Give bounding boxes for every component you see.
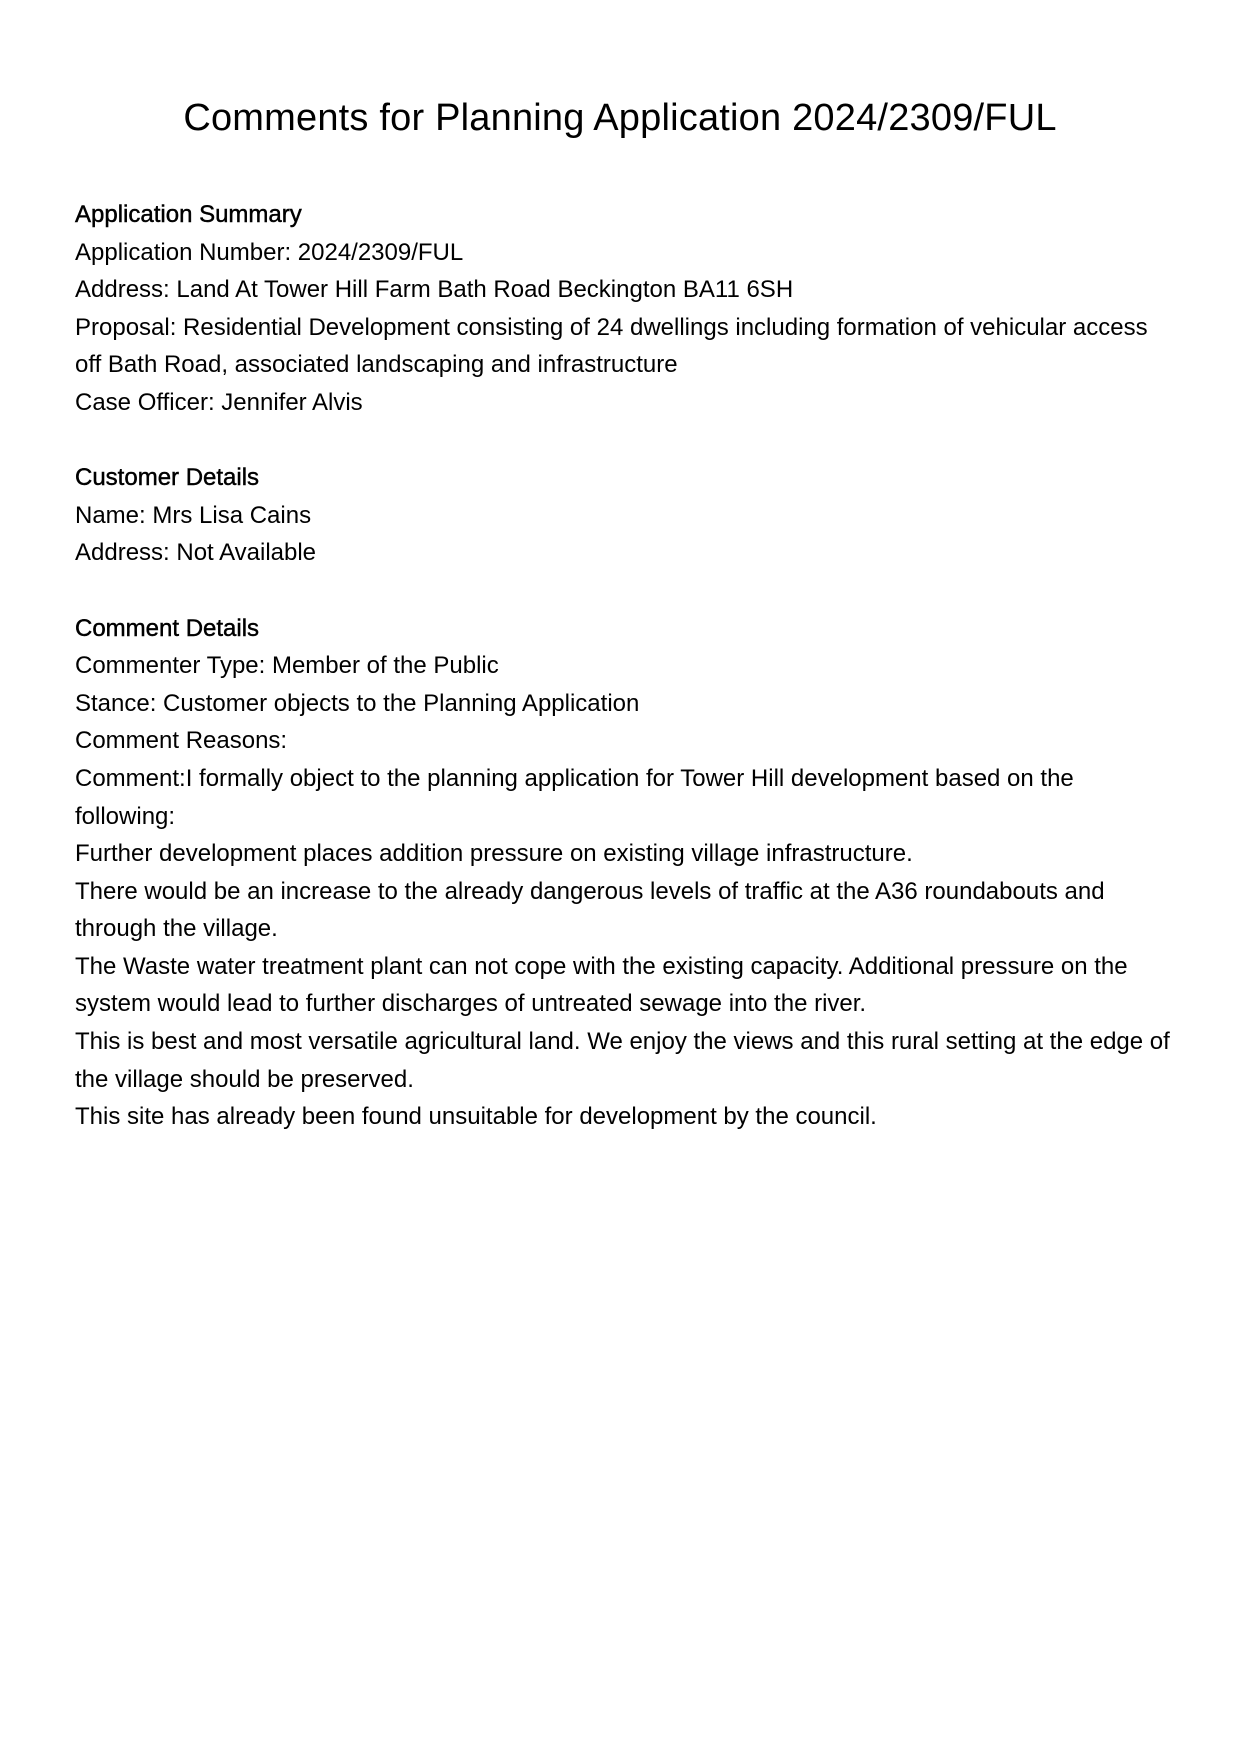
- comment-details-heading: Comment Details: [75, 614, 260, 642]
- comment-point-infrastructure: Further development places addition pressure on existing village infrastructure.: [75, 840, 913, 868]
- comment-stance: Stance: Customer objects to the Planning Application: [75, 689, 640, 717]
- customer-address: Address: Not Available: [75, 539, 317, 567]
- customer-details-heading: Customer Details: [75, 464, 260, 492]
- page-title: Comments for Planning Application 2024/2309/FUL: [183, 97, 1057, 139]
- application-summary-heading: Application Summary: [75, 201, 302, 228]
- document-body: [75, 196, 1175, 1173]
- comment-point-agricultural-land: This is best and most versatile agricultural land. We enjoy the views and this rural setting at the edge of the village should be preserved.: [75, 1028, 1170, 1093]
- customer-name: Name: Mrs Lisa Cains: [75, 501, 312, 529]
- application-address: Address: Land At Tower Hill Farm Bath Road Beckington BA11 6SH: [75, 276, 794, 304]
- application-summary-section: [75, 196, 1175, 422]
- application-proposal: Proposal: Residential Development consisting of 24 dwellings including formation of vehicular access off Bath Road, associated landscaping and infrastructure: [75, 313, 1148, 379]
- case-officer: Case Officer: Jennifer Alvis: [75, 388, 363, 416]
- comment-details-section: [75, 610, 1175, 1136]
- commenter-type: Commenter Type: Member of the Public: [75, 652, 499, 680]
- comment-text: Comment:I formally object to the planning application for Tower Hill development based on the following:: [75, 764, 1074, 830]
- comment-reasons: Comment Reasons:: [75, 727, 288, 755]
- customer-details-section: [75, 459, 1175, 572]
- comment-point-traffic: There would be an increase to the already dangerous levels of traffic at the A36 roundabouts and through the village.: [75, 877, 1105, 943]
- application-number: Application Number: 2024/2309/FUL: [75, 238, 464, 266]
- comment-point-site-unsuitable: This site has already been found unsuitable for development by the council.: [75, 1103, 877, 1131]
- comment-point-wastewater: The Waste water treatment plant can not cope with the existing capacity. Additional pressure on the system would lead to further discharges of untreated sewage into the river.: [75, 952, 1128, 1018]
